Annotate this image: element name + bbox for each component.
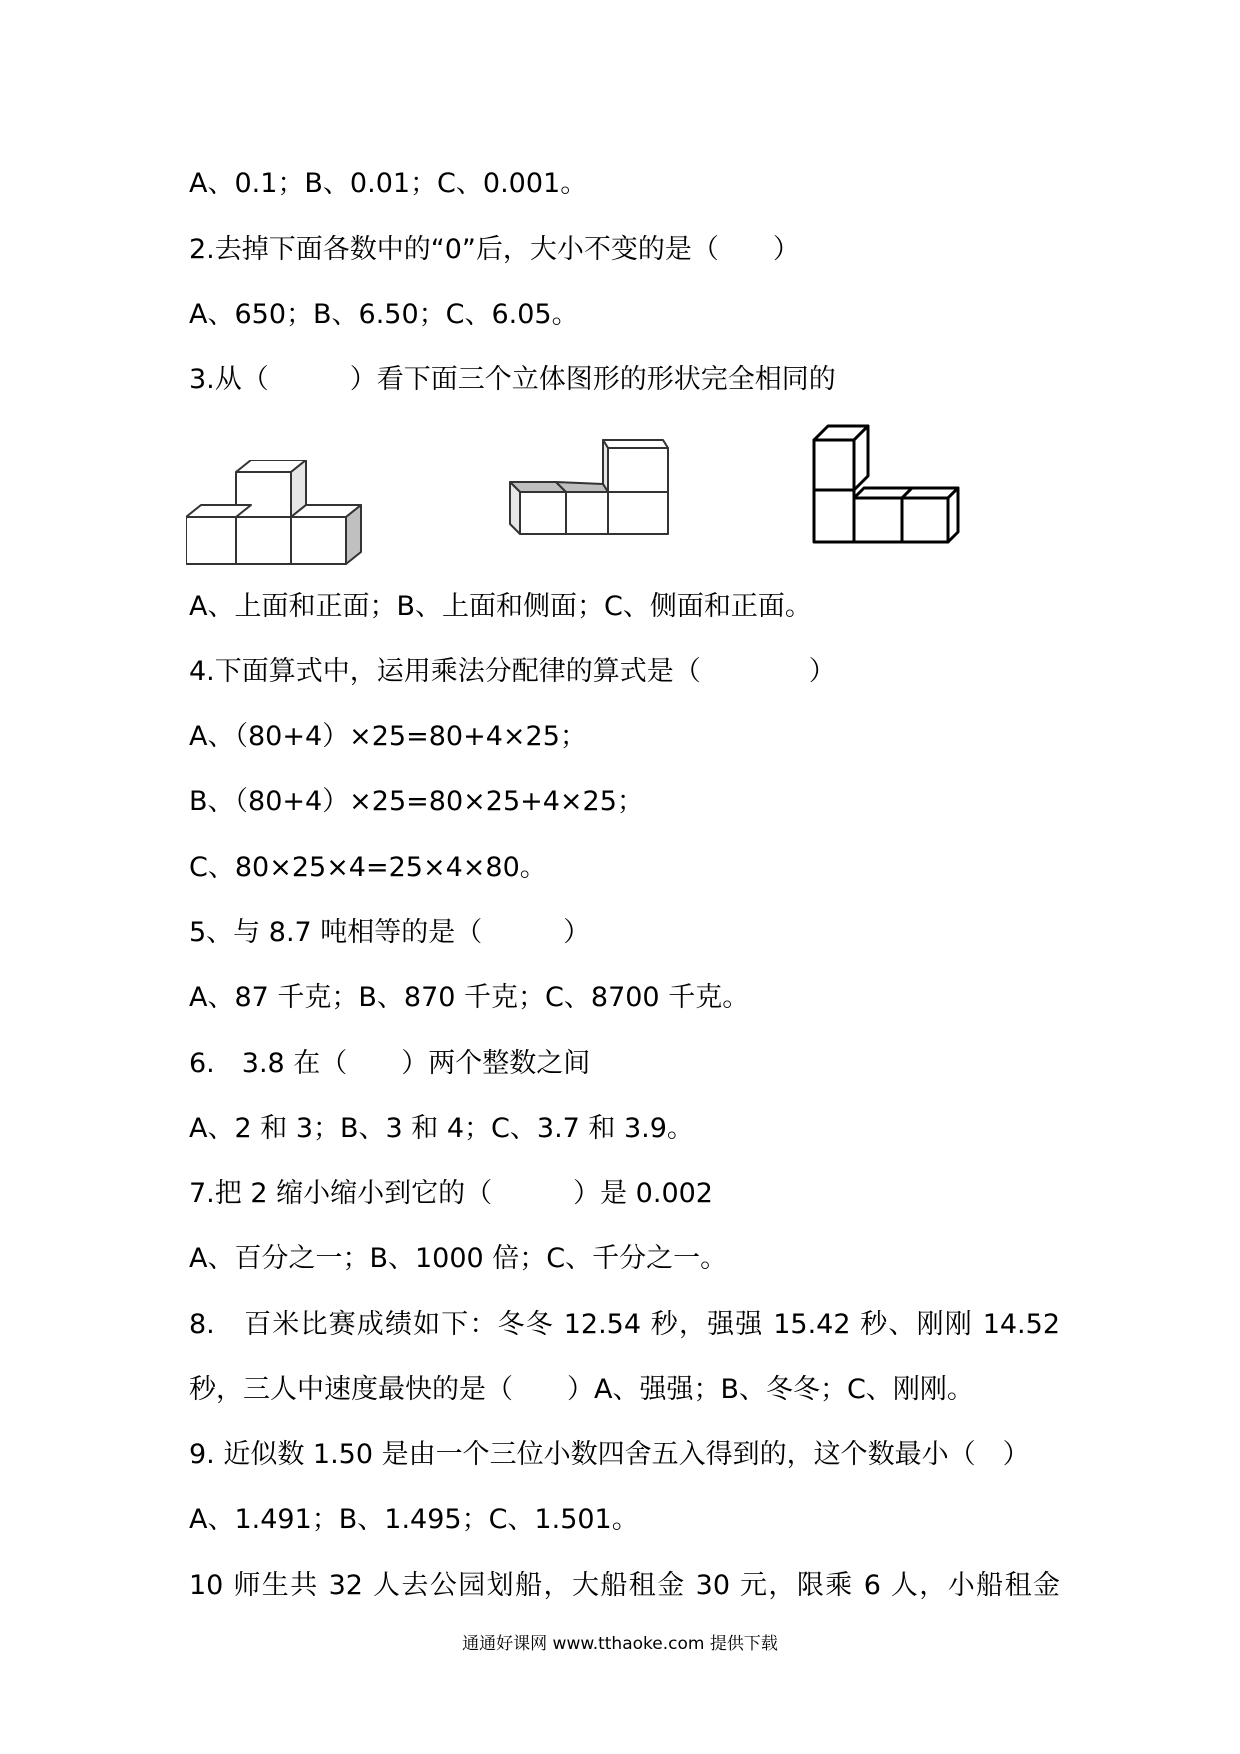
q1-options: A、0.1；B、0.01；C、0.001。: [189, 168, 588, 199]
cube-figure-3: [812, 422, 972, 546]
q4-option-a: A、（80+4）×25=80+4×25；: [189, 721, 587, 752]
q8-stem-continued: 秒，三人中速度最快的是（ ）A、强强；B、冬冬；C、刚刚。: [189, 1374, 974, 1405]
q5-options: A、87 千克；B、870 千克；C、8700 千克。: [189, 982, 750, 1013]
q2-stem: 2.去掉下面各数中的“0”后，大小不变的是（ ）: [189, 234, 800, 265]
q6-stem: 6. 3.8 在（ ）两个整数之间: [189, 1048, 591, 1079]
q3-stem: 3.从（ ）看下面三个立体图形的形状完全相同的: [189, 364, 836, 395]
q9-options: A、1.491；B、1.495；C、1.501。: [189, 1504, 639, 1535]
q10-stem: 10 师生共 32 人去公园划船，大船租金 30 元，限乘 6 人，小船租金: [189, 1570, 1060, 1601]
q2-options: A、650；B、6.50；C、6.05。: [189, 299, 579, 330]
q9-stem: 9. 近似数 1.50 是由一个三位小数四舍五入得到的，这个数最小（ ）: [189, 1439, 1030, 1470]
q4-stem: 4.下面算式中，运用乘法分配律的算式是（ ）: [189, 656, 836, 687]
q7-stem: 7.把 2 缩小缩小到它的（ ）是 0.002: [189, 1178, 713, 1209]
q6-options: A、2 和 3；B、3 和 4；C、3.7 和 3.9。: [189, 1113, 694, 1144]
q4-option-c: C、80×25×4=25×4×80。: [189, 852, 547, 883]
q4-option-b: B、（80+4）×25=80×25+4×25；: [189, 786, 644, 817]
page-footer: 通通好课网 www.tthaoke.com 提供下载: [462, 1634, 778, 1654]
q5-stem: 5、与 8.7 吨相等的是（ ）: [189, 917, 591, 948]
cube-figure-1: [186, 460, 376, 568]
q3-options: A、上面和正面；B、上面和侧面；C、侧面和正面。: [189, 591, 812, 622]
q7-options: A、百分之一；B、1000 倍；C、千分之一。: [189, 1243, 728, 1274]
cube-figure-2: [508, 432, 678, 542]
q8-stem: 8. 百米比赛成绩如下：冬冬 12.54 秒，强强 15.42 秒、刚刚 14.52: [189, 1309, 1060, 1340]
